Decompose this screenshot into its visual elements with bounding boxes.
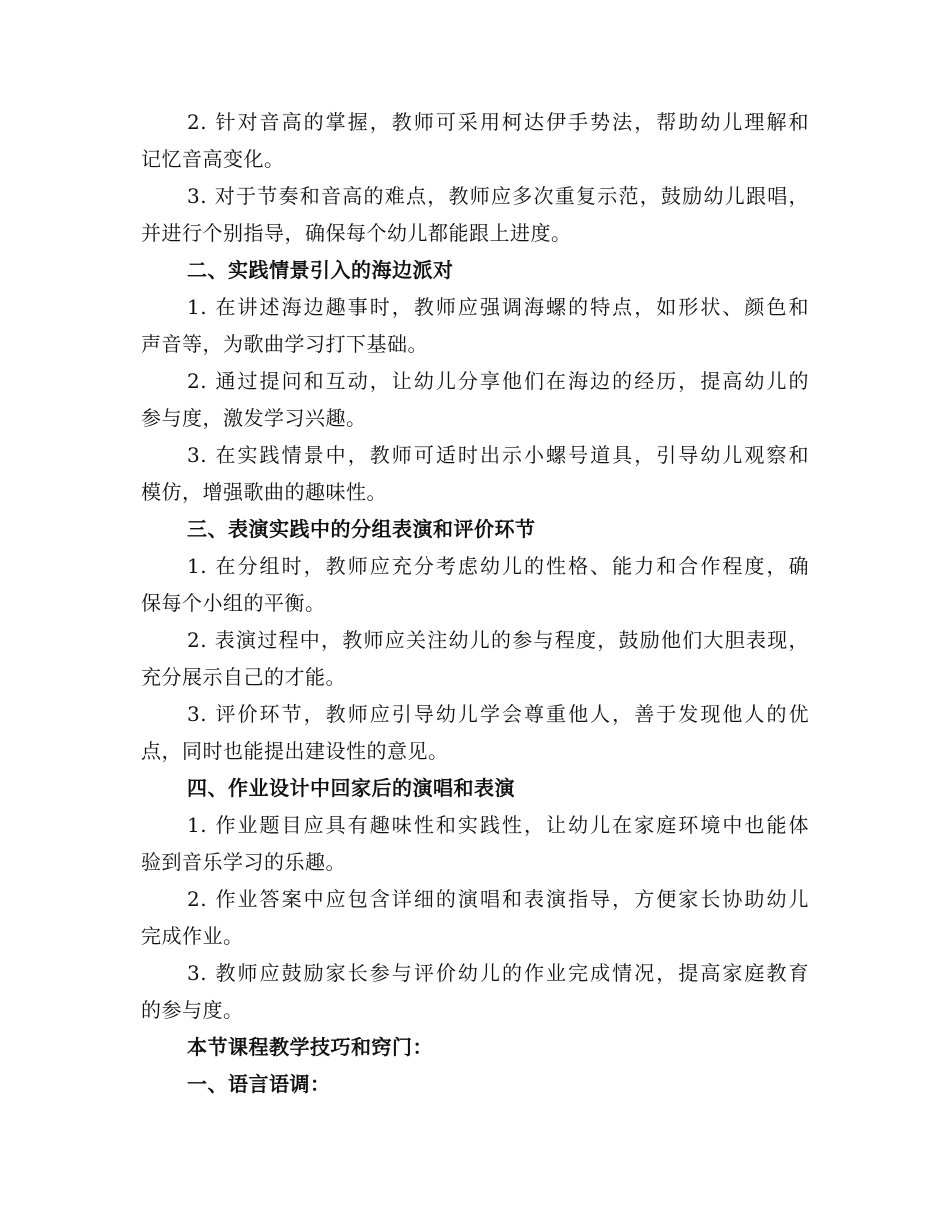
document-page bbox=[141, 104, 809, 1103]
paragraph-line: 完成作业。 bbox=[141, 924, 244, 948]
section-heading: 三、表演实践中的分组表演和评价环节 bbox=[187, 517, 536, 541]
paragraph-line: 2. 通过提问和互动，让幼儿分享他们在海边的经历，提高幼儿的 bbox=[187, 369, 809, 393]
paragraph-line: 参与度，激发学习兴趣。 bbox=[141, 406, 367, 430]
paragraph-line: 模仿，增强歌曲的趣味性。 bbox=[141, 480, 387, 504]
section-heading: 二、实践情景引入的海边派对 bbox=[187, 258, 454, 282]
section-heading: 本节课程教学技巧和窍门： bbox=[187, 1035, 433, 1059]
paragraph-line: 记忆音高变化。 bbox=[141, 147, 285, 171]
paragraph-line: 的参与度。 bbox=[141, 998, 244, 1022]
paragraph-line: 验到音乐学习的乐趣。 bbox=[141, 850, 346, 874]
paragraph-line: 1. 在分组时，教师应充分考虑幼儿的性格、能力和合作程度，确 bbox=[187, 554, 809, 578]
paragraph-line: 2. 针对音高的掌握，教师可采用柯达伊手势法，帮助幼儿理解和 bbox=[187, 110, 809, 134]
paragraph-line: 3. 对于节奏和音高的难点，教师应多次重复示范，鼓励幼儿跟唱， bbox=[187, 184, 809, 208]
paragraph-line: 并进行个别指导，确保每个幼儿都能跟上进度。 bbox=[141, 221, 572, 245]
paragraph-line: 点，同时也能提出建设性的意见。 bbox=[141, 739, 449, 763]
paragraph-line: 充分展示自己的才能。 bbox=[141, 665, 346, 689]
paragraph-line: 3. 在实践情景中，教师可适时出示小螺号道具，引导幼儿观察和 bbox=[187, 443, 809, 467]
paragraph-line: 2. 表演过程中，教师应关注幼儿的参与程度，鼓励他们大胆表现， bbox=[187, 628, 809, 652]
paragraph-line: 3. 教师应鼓励家长参与评价幼儿的作业完成情况，提高家庭教育 bbox=[187, 961, 809, 985]
paragraph-line: 1. 在讲述海边趣事时，教师应强调海螺的特点，如形状、颜色和 bbox=[187, 295, 809, 319]
section-heading: 一、语言语调： bbox=[187, 1072, 331, 1096]
paragraph-line: 声音等，为歌曲学习打下基础。 bbox=[141, 332, 428, 356]
paragraph-line: 1. 作业题目应具有趣味性和实践性，让幼儿在家庭环境中也能体 bbox=[187, 813, 809, 837]
section-heading: 四、作业设计中回家后的演唱和表演 bbox=[187, 776, 515, 800]
paragraph-line: 2. 作业答案中应包含详细的演唱和表演指导，方便家长协助幼儿 bbox=[187, 887, 809, 911]
paragraph-line: 3. 评价环节，教师应引导幼儿学会尊重他人，善于发现他人的优 bbox=[187, 702, 809, 726]
paragraph-line: 保每个小组的平衡。 bbox=[141, 591, 326, 615]
